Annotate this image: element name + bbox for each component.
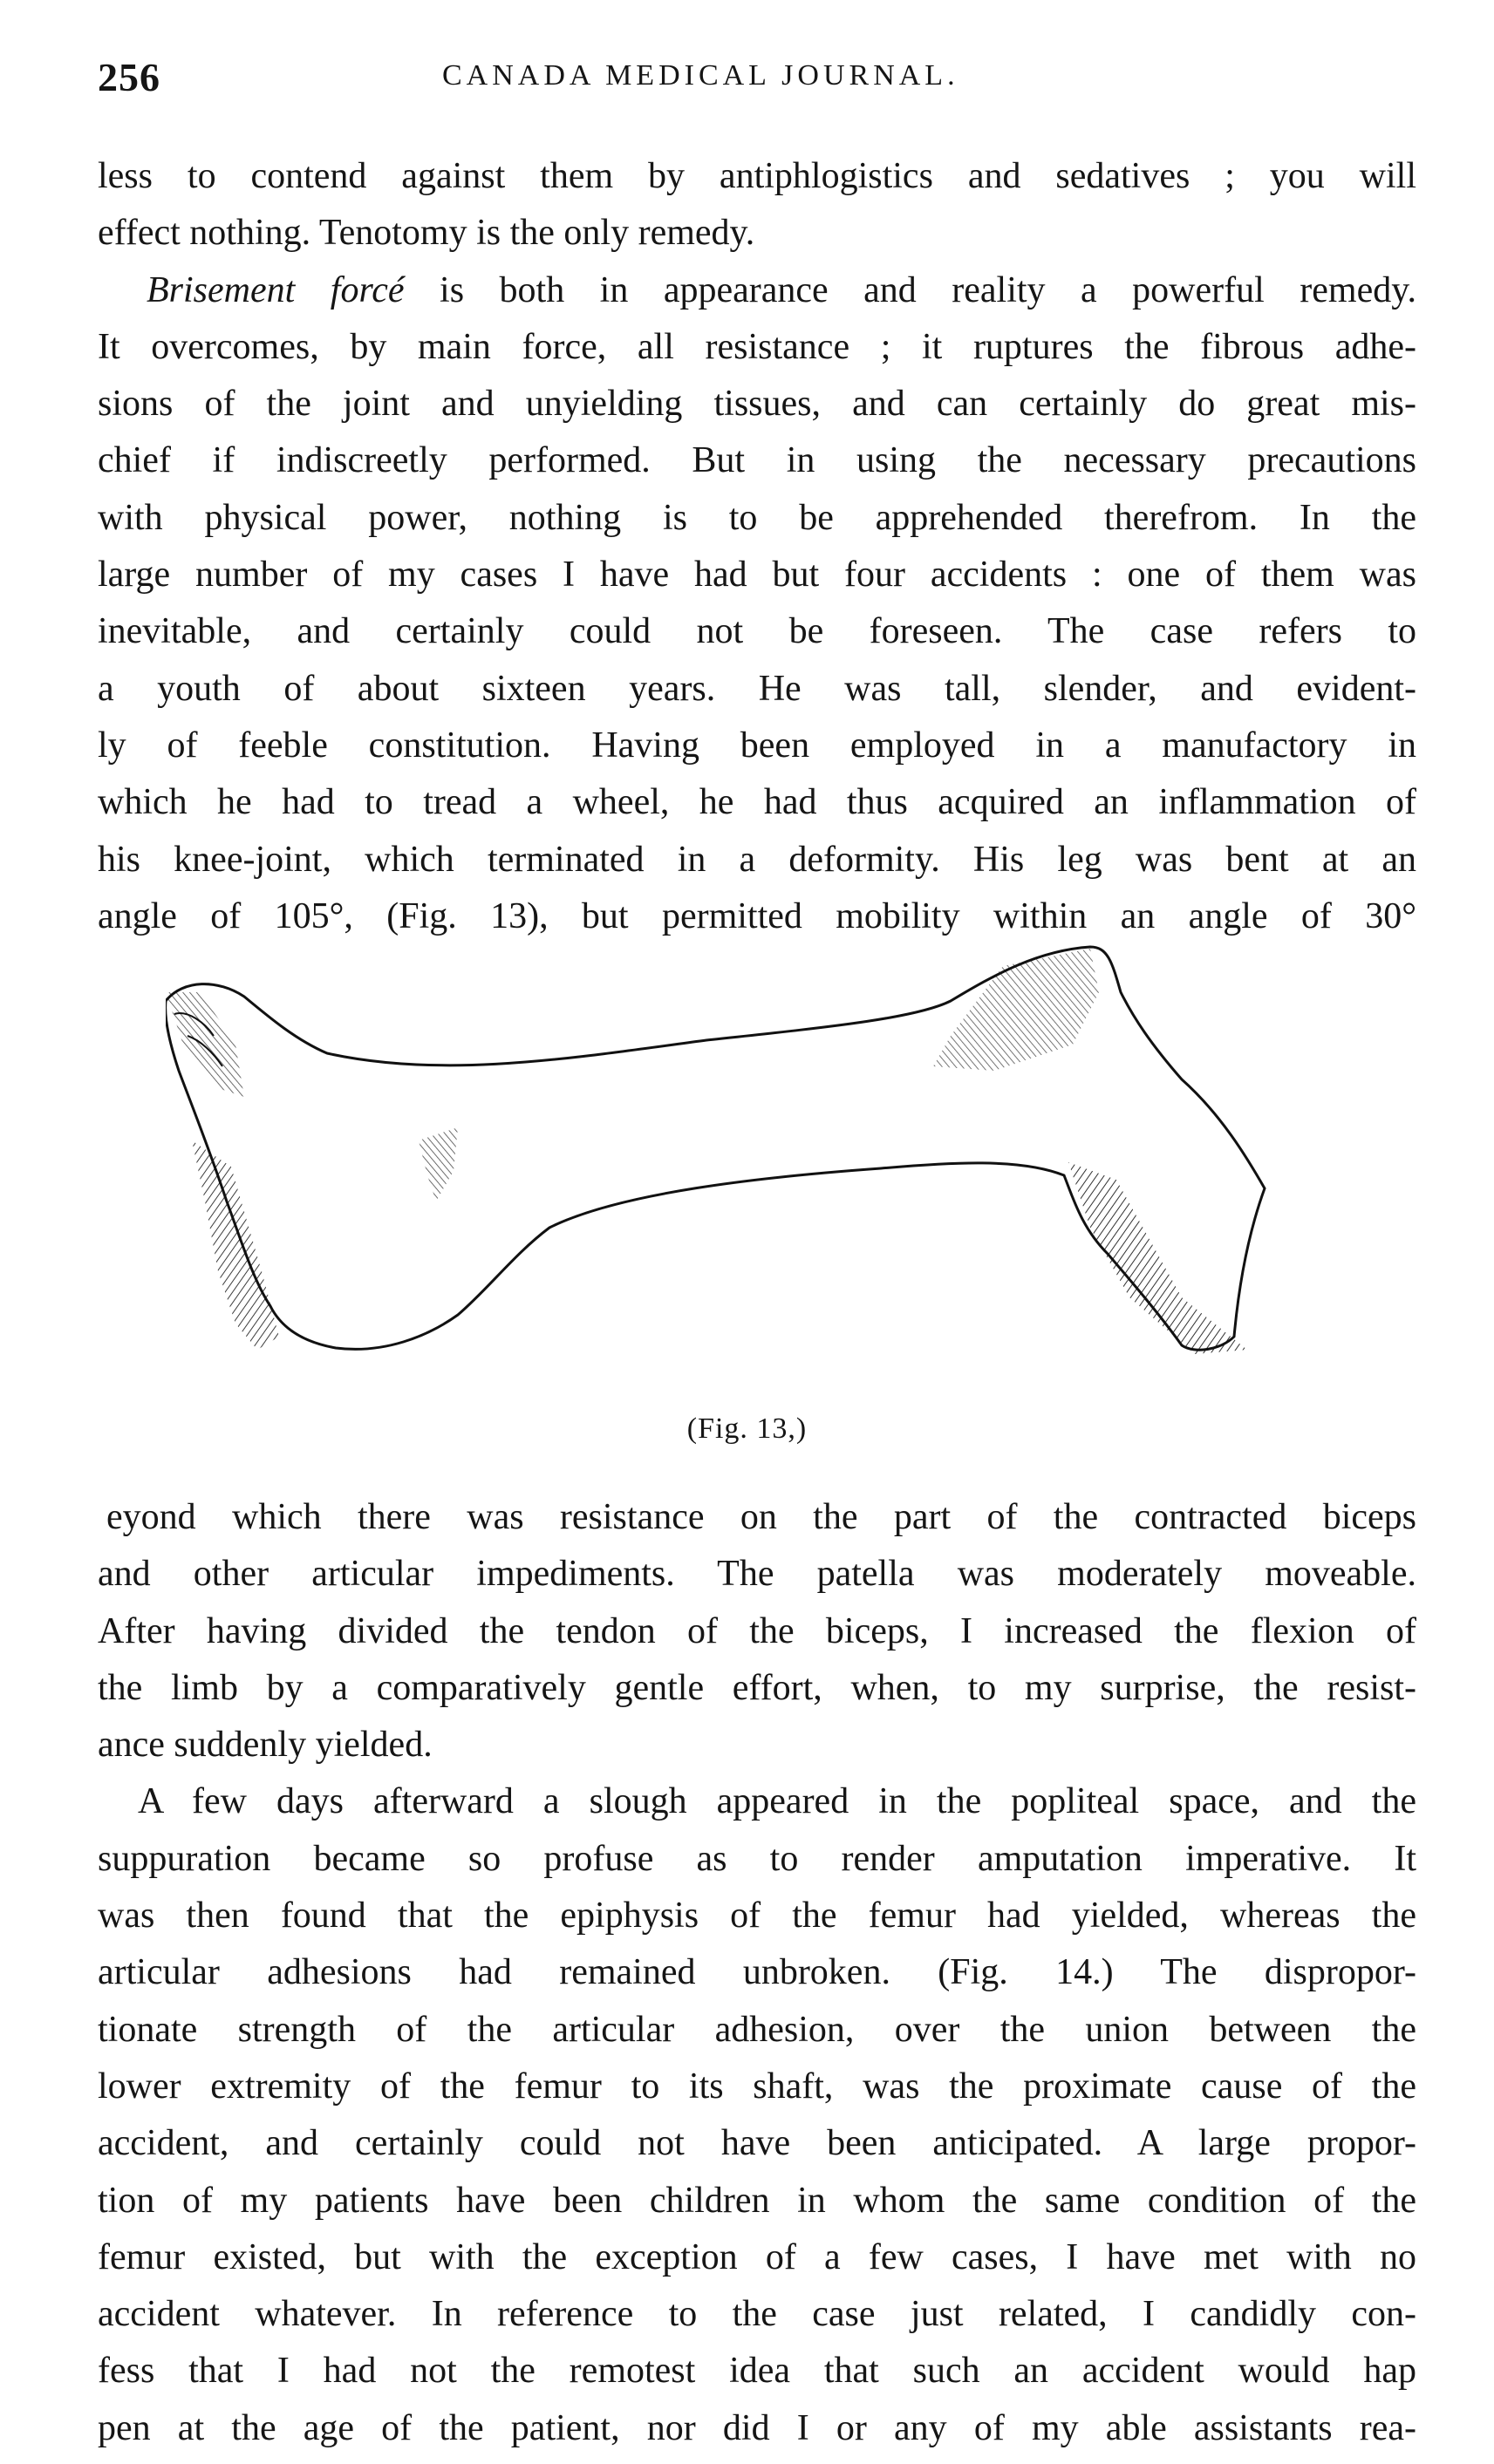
- text-line: large number of my cases I have had but four accidents : one of them was: [98, 555, 1416, 596]
- text-line: After having divided the tendon of the biceps, I increased the flexion of: [98, 1610, 1416, 1651]
- italic-phrase: Brisement forcé: [147, 269, 405, 310]
- text-line: eyond which there was resistance on the part of the contracted biceps: [106, 1497, 1416, 1537]
- text-line: his knee-joint, which terminated in a deformity. His leg was bent at an: [98, 839, 1416, 880]
- text-line: and other articular impediments. The patella was moderately moveable.: [98, 1554, 1416, 1595]
- ankle-shading: [419, 1127, 458, 1201]
- text-line: ly of feeble constitution. Having been employed in a manufactory in: [98, 725, 1416, 766]
- text-line: articular adhesions had remained unbroken. (Fig. 14.) The dispropor-: [98, 1952, 1416, 1993]
- text-line: lower extremity of the femur to its shaft, was the proximate cause of the: [98, 2066, 1416, 2107]
- text-line: chief if indiscreetly performed. But in using the necessary precautions: [98, 440, 1416, 481]
- figure-caption: (Fig. 13,): [686, 1412, 808, 1445]
- text-line: tionate strength of the articular adhesion, over the union between the: [98, 2009, 1416, 2050]
- toe-shading: [166, 992, 244, 1097]
- text-line: less to contend against them by antiphlogistics and sedatives ; you will: [98, 156, 1416, 196]
- text-line: pen at the age of the patient, nor did I or any of my able assistants rea-: [98, 2407, 1416, 2448]
- body-text-top: [98, 148, 1416, 945]
- text-line: suppuration became so profuse as to render amputation imperative. It: [98, 1838, 1416, 1879]
- leg-outline: [166, 947, 1265, 1350]
- page-number: 256: [98, 55, 160, 99]
- calf-shading: [1068, 1162, 1247, 1354]
- text-line: inevitable, and certainly could not be foreseen. The case refers to: [98, 611, 1416, 652]
- running-title: CANADA MEDICAL JOURNAL.: [442, 59, 959, 92]
- text-line: angle of 105°, (Fig. 13), but permitted mobility within an angle of 30°: [98, 895, 1416, 936]
- text-line: the limb by a comparatively gentle effort, when, to my surprise, the resist-: [98, 1667, 1416, 1708]
- text-line: Brisement forcé is both in appearance and reality a powerful remedy.: [147, 269, 1416, 310]
- text-line: fess that I had not the remotest idea that such an accident would hap: [98, 2351, 1416, 2392]
- body-text-bottom: [98, 1489, 1416, 2457]
- text-line: ance suddenly yielded.: [98, 1725, 433, 1766]
- text-line: with physical power, nothing is to be apprehended therefrom. In the: [98, 497, 1416, 538]
- text-line: a youth of about sixteen years. He was tall, slender, and evident-: [98, 668, 1416, 709]
- heel-shading: [192, 1140, 279, 1350]
- text-line: sions of the joint and unyielding tissues, and can certainly do great mis-: [98, 384, 1416, 425]
- text-line: A few days afterward a slough appeared in the popliteal space, and the: [138, 1781, 1416, 1822]
- text-line: It overcomes, by main force, all resistance ; it ruptures the fibrous adhe-: [98, 326, 1416, 367]
- text-line: accident whatever. In reference to the case just related, I candidly con-: [98, 2294, 1416, 2335]
- text-line: accident, and certainly could not have been anticipated. A large propor-: [98, 2123, 1416, 2164]
- page-header: [98, 54, 1423, 115]
- leg-illustration: [166, 940, 1369, 1393]
- text-line: femur existed, but with the exception of a few cases, I have met with no: [98, 2236, 1416, 2277]
- text-line: which he had to tread a wheel, he had thus acquired an inflammation of: [98, 782, 1416, 823]
- text-line: tion of my patients have been children in whom the same condition of the: [98, 2180, 1416, 2221]
- text-line: effect nothing. Tenotomy is the only remedy.: [98, 213, 755, 254]
- text-line: was then found that the epiphysis of the femur had yielded, whereas the: [98, 1896, 1416, 1936]
